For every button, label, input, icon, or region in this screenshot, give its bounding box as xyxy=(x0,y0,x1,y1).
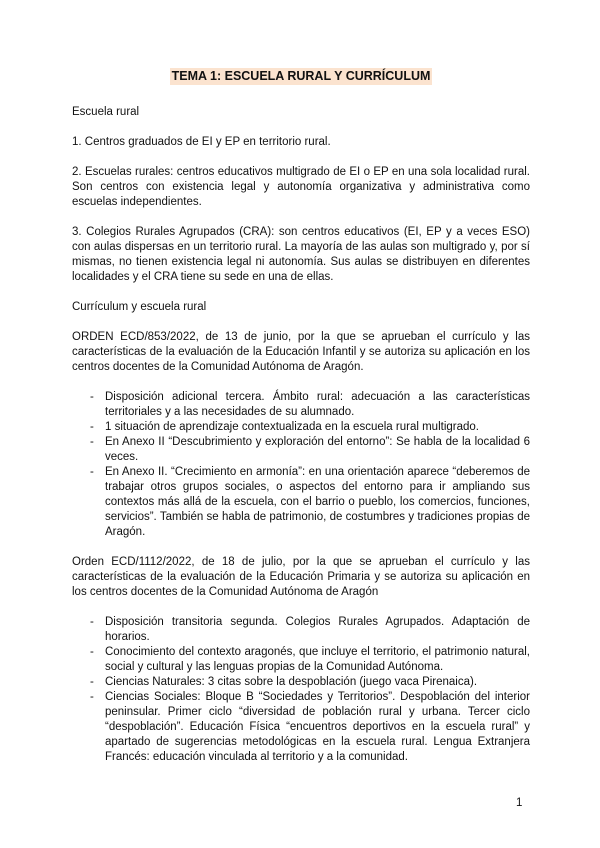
list-item: - Conocimiento del contexto aragonés, que incluye el territorio, el patrimonio natural, social y cultural y las lenguas propias de la Comunidad Autónoma. xyxy=(72,645,530,675)
list-item: - En Anexo II. “Crecimiento en armonía”: en una orientación aparece “deberemos de trabajar otros grupos sociales, o aspectos del entorno para ir ampliando sus contextos más allá de la escuela, con el barrio o pueblo, los comercios, funciones, servicios”. También se habla de patrimonio, de costumbres y tradiciones propias de Aragón. xyxy=(72,465,530,540)
list-orden-1112 xyxy=(72,615,530,765)
list-orden-853 xyxy=(72,390,530,540)
paragraph-cra: 3. Colegios Rurales Agrupados (CRA): son centros educativos (EI, EP y a veces ESO) con aulas dispersas en un territorio rural. La mayoría de las aulas son multigrado y, por sí mismas, no tienen existencia legal ni autonomía. Sus aulas se distribuyen en diferentes localidades y el CRA tiene su sede en una de ellas. xyxy=(72,226,530,283)
paragraph-centros-graduados: 1. Centros graduados de EI y EP en territorio rural. xyxy=(72,136,331,148)
list-item: - Disposición transitoria segunda. Colegios Rurales Agrupados. Adaptación de horarios. xyxy=(72,615,530,645)
document-title: TEMA 1: ESCUELA RURAL Y CURRÍCULUM xyxy=(171,69,431,83)
list-item: - 1 situación de aprendizaje contextualizada en la escuela rural multigrado. xyxy=(72,420,530,435)
section-heading-escuela-rural: Escuela rural xyxy=(72,106,140,118)
section-heading-curriculum: Currículum y escuela rural xyxy=(72,301,207,313)
title-wrap xyxy=(72,68,530,85)
list-item: - En Anexo II “Descubrimiento y exploración del entorno”: Se habla de la localidad 6 veces. xyxy=(72,435,530,465)
paragraph-escuelas-rurales: 2. Escuelas rurales: centros educativos multigrado de EI o EP en una sola localidad rural. Son centros con existencia legal y autonomía organizativa y administrativa como escuelas independientes. xyxy=(72,166,530,208)
list-item: - Disposición adicional tercera. Ámbito rural: adecuación a las características territoriales y a las necesidades de su alumnado. xyxy=(72,390,530,420)
page-number: 1 xyxy=(516,797,523,809)
document-body xyxy=(72,68,530,780)
list-item: - Ciencias Naturales: 3 citas sobre la despoblación (juego vaca Pirenaica). xyxy=(72,675,530,690)
paragraph-orden-1112: Orden ECD/1112/2022, de 18 de julio, por la que se aprueban el currículo y las características de la evaluación de la Educación Primaria y se autoriza su aplicación en los centros docentes de la Comunidad Autónoma de Aragón xyxy=(72,556,530,598)
list-item: - Ciencias Sociales: Bloque B “Sociedades y Territorios”. Despoblación del interior peninsular. Primer ciclo “diversidad de población rural y urbana. Tercer ciclo “despoblación”. Educación Física “encuentros deportivos en la escuela rural” y apartado de sugerencias metodológicas en la escuela rural. Lengua Extranjera Francés: educación vinculada al territorio y a la comunidad. xyxy=(72,690,530,765)
paragraph-orden-853: ORDEN ECD/853/2022, de 13 de junio, por la que se aprueban el currículo y las características de la evaluación de la Educación Infantil y se autoriza su aplicación en los centros docentes de la Comunidad Autónoma de Aragón. xyxy=(72,331,530,373)
